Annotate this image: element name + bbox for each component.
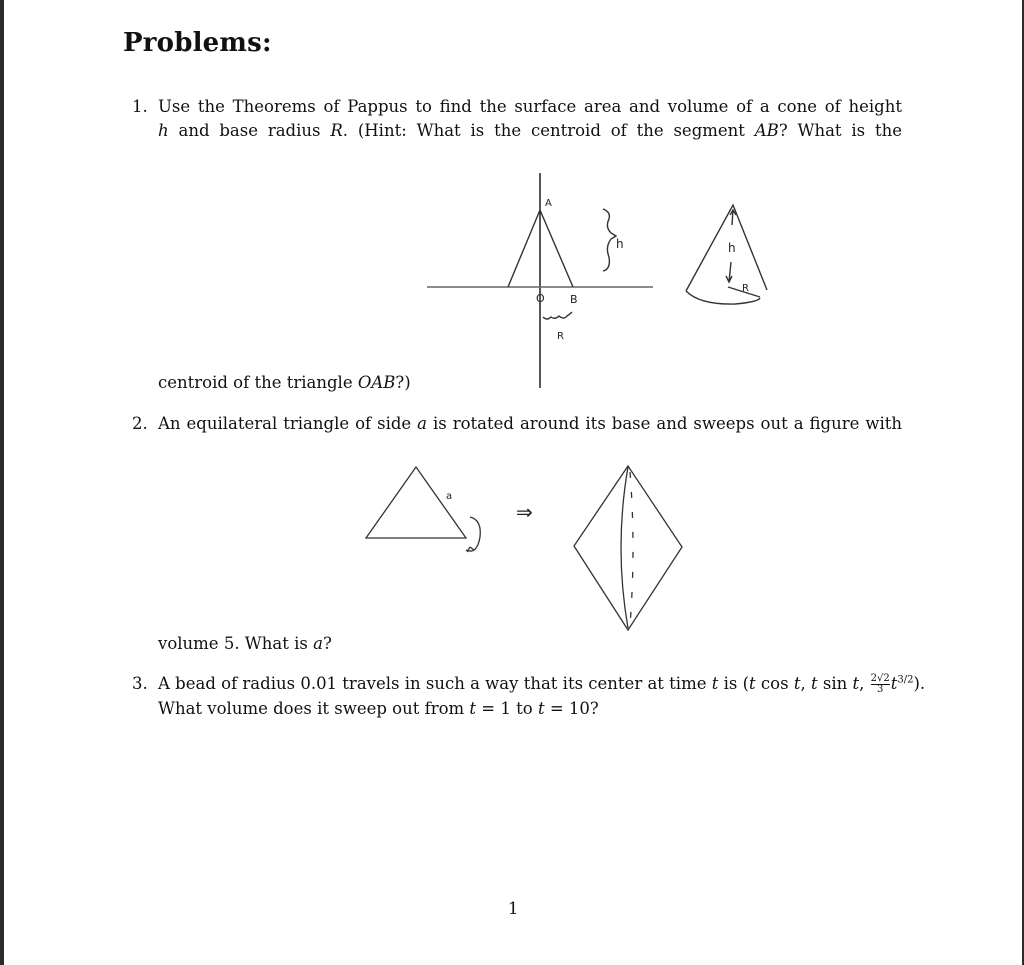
- text: volume 5. What is: [158, 634, 314, 653]
- figure-2: [366, 466, 682, 630]
- math-t: t: [537, 699, 545, 718]
- problem-1-line-3: [158, 373, 411, 392]
- math-t: t: [711, 674, 719, 693]
- text: ? What is the: [778, 121, 903, 140]
- label-R: R: [557, 331, 564, 342]
- label-h: h: [616, 237, 624, 251]
- math-R: R: [330, 121, 343, 140]
- page-number: 1: [508, 899, 519, 918]
- double-cone: [574, 466, 682, 630]
- text: ?): [395, 373, 411, 392]
- cone-height-arrow-up: [730, 210, 736, 225]
- text: = 1 to: [476, 699, 538, 718]
- text: centroid of the triangle: [158, 373, 358, 392]
- cone-label-h: h: [728, 241, 736, 255]
- label-A: A: [545, 198, 552, 209]
- text: ,: [859, 674, 870, 693]
- problem-1-line-1: Use the Theorems of Pappus to find the surface area and volume of a cone of height: [158, 97, 902, 116]
- text: ,: [800, 674, 811, 693]
- exponent: 3/2: [897, 674, 914, 686]
- math-AB: AB: [754, 121, 779, 140]
- math-a: a: [313, 634, 323, 653]
- problem-3-line-2: [158, 699, 599, 718]
- math-t: t: [749, 674, 756, 693]
- problem-2-number: 2.: [132, 414, 148, 433]
- text: = 10?: [544, 699, 599, 718]
- problem-3-line-1: [158, 674, 925, 695]
- problem-3-number: 3.: [132, 674, 148, 693]
- double-cone-front-curve: [621, 467, 628, 628]
- text: ?: [322, 634, 332, 653]
- cone-label-R: R: [742, 283, 749, 294]
- label-a: a: [446, 491, 453, 502]
- text: cos: [755, 674, 794, 693]
- radius-brace: [543, 312, 572, 319]
- label-O: O: [536, 292, 545, 305]
- label-B: B: [570, 293, 578, 306]
- fraction-denominator: 3: [876, 684, 884, 695]
- fraction-numerator: 2√2: [870, 673, 890, 684]
- text: An equilateral triangle of side: [158, 414, 418, 433]
- text: and base radius: [168, 121, 331, 140]
- math-OAB: OAB: [357, 373, 396, 392]
- figure-1-triangle-axes: [427, 173, 767, 388]
- math-t: t: [852, 674, 860, 693]
- rotation-arrow: [466, 517, 480, 552]
- text: . (Hint: What is the centroid of the segment: [342, 121, 755, 140]
- math-t: t: [469, 699, 477, 718]
- text: is (: [718, 674, 750, 693]
- height-brace: [603, 209, 616, 271]
- text: sin: [817, 674, 853, 693]
- problem-2-line-1: [158, 414, 902, 433]
- problem-1-number: 1.: [132, 97, 148, 116]
- math-a: a: [417, 414, 428, 433]
- cone-height-arrow-down: [726, 262, 732, 282]
- text: What volume does it sweep out from: [158, 699, 470, 718]
- text: is rotated around its base and sweeps out a figure with: [427, 414, 903, 433]
- text: ).: [913, 674, 926, 693]
- math-t: t: [810, 674, 818, 693]
- math-t: t: [890, 674, 898, 693]
- page-heading: Problems:: [123, 28, 272, 58]
- problem-2-line-2: [158, 634, 332, 653]
- fraction: [871, 674, 890, 695]
- math-h: h: [158, 121, 169, 140]
- equilateral-triangle: [366, 467, 466, 538]
- double-cone-dashed-curve: [630, 472, 633, 625]
- implies-arrow: ⇒: [516, 500, 533, 524]
- math-t: t: [793, 674, 801, 693]
- text: A bead of radius 0.01 travels in such a way that its center at time: [158, 674, 712, 693]
